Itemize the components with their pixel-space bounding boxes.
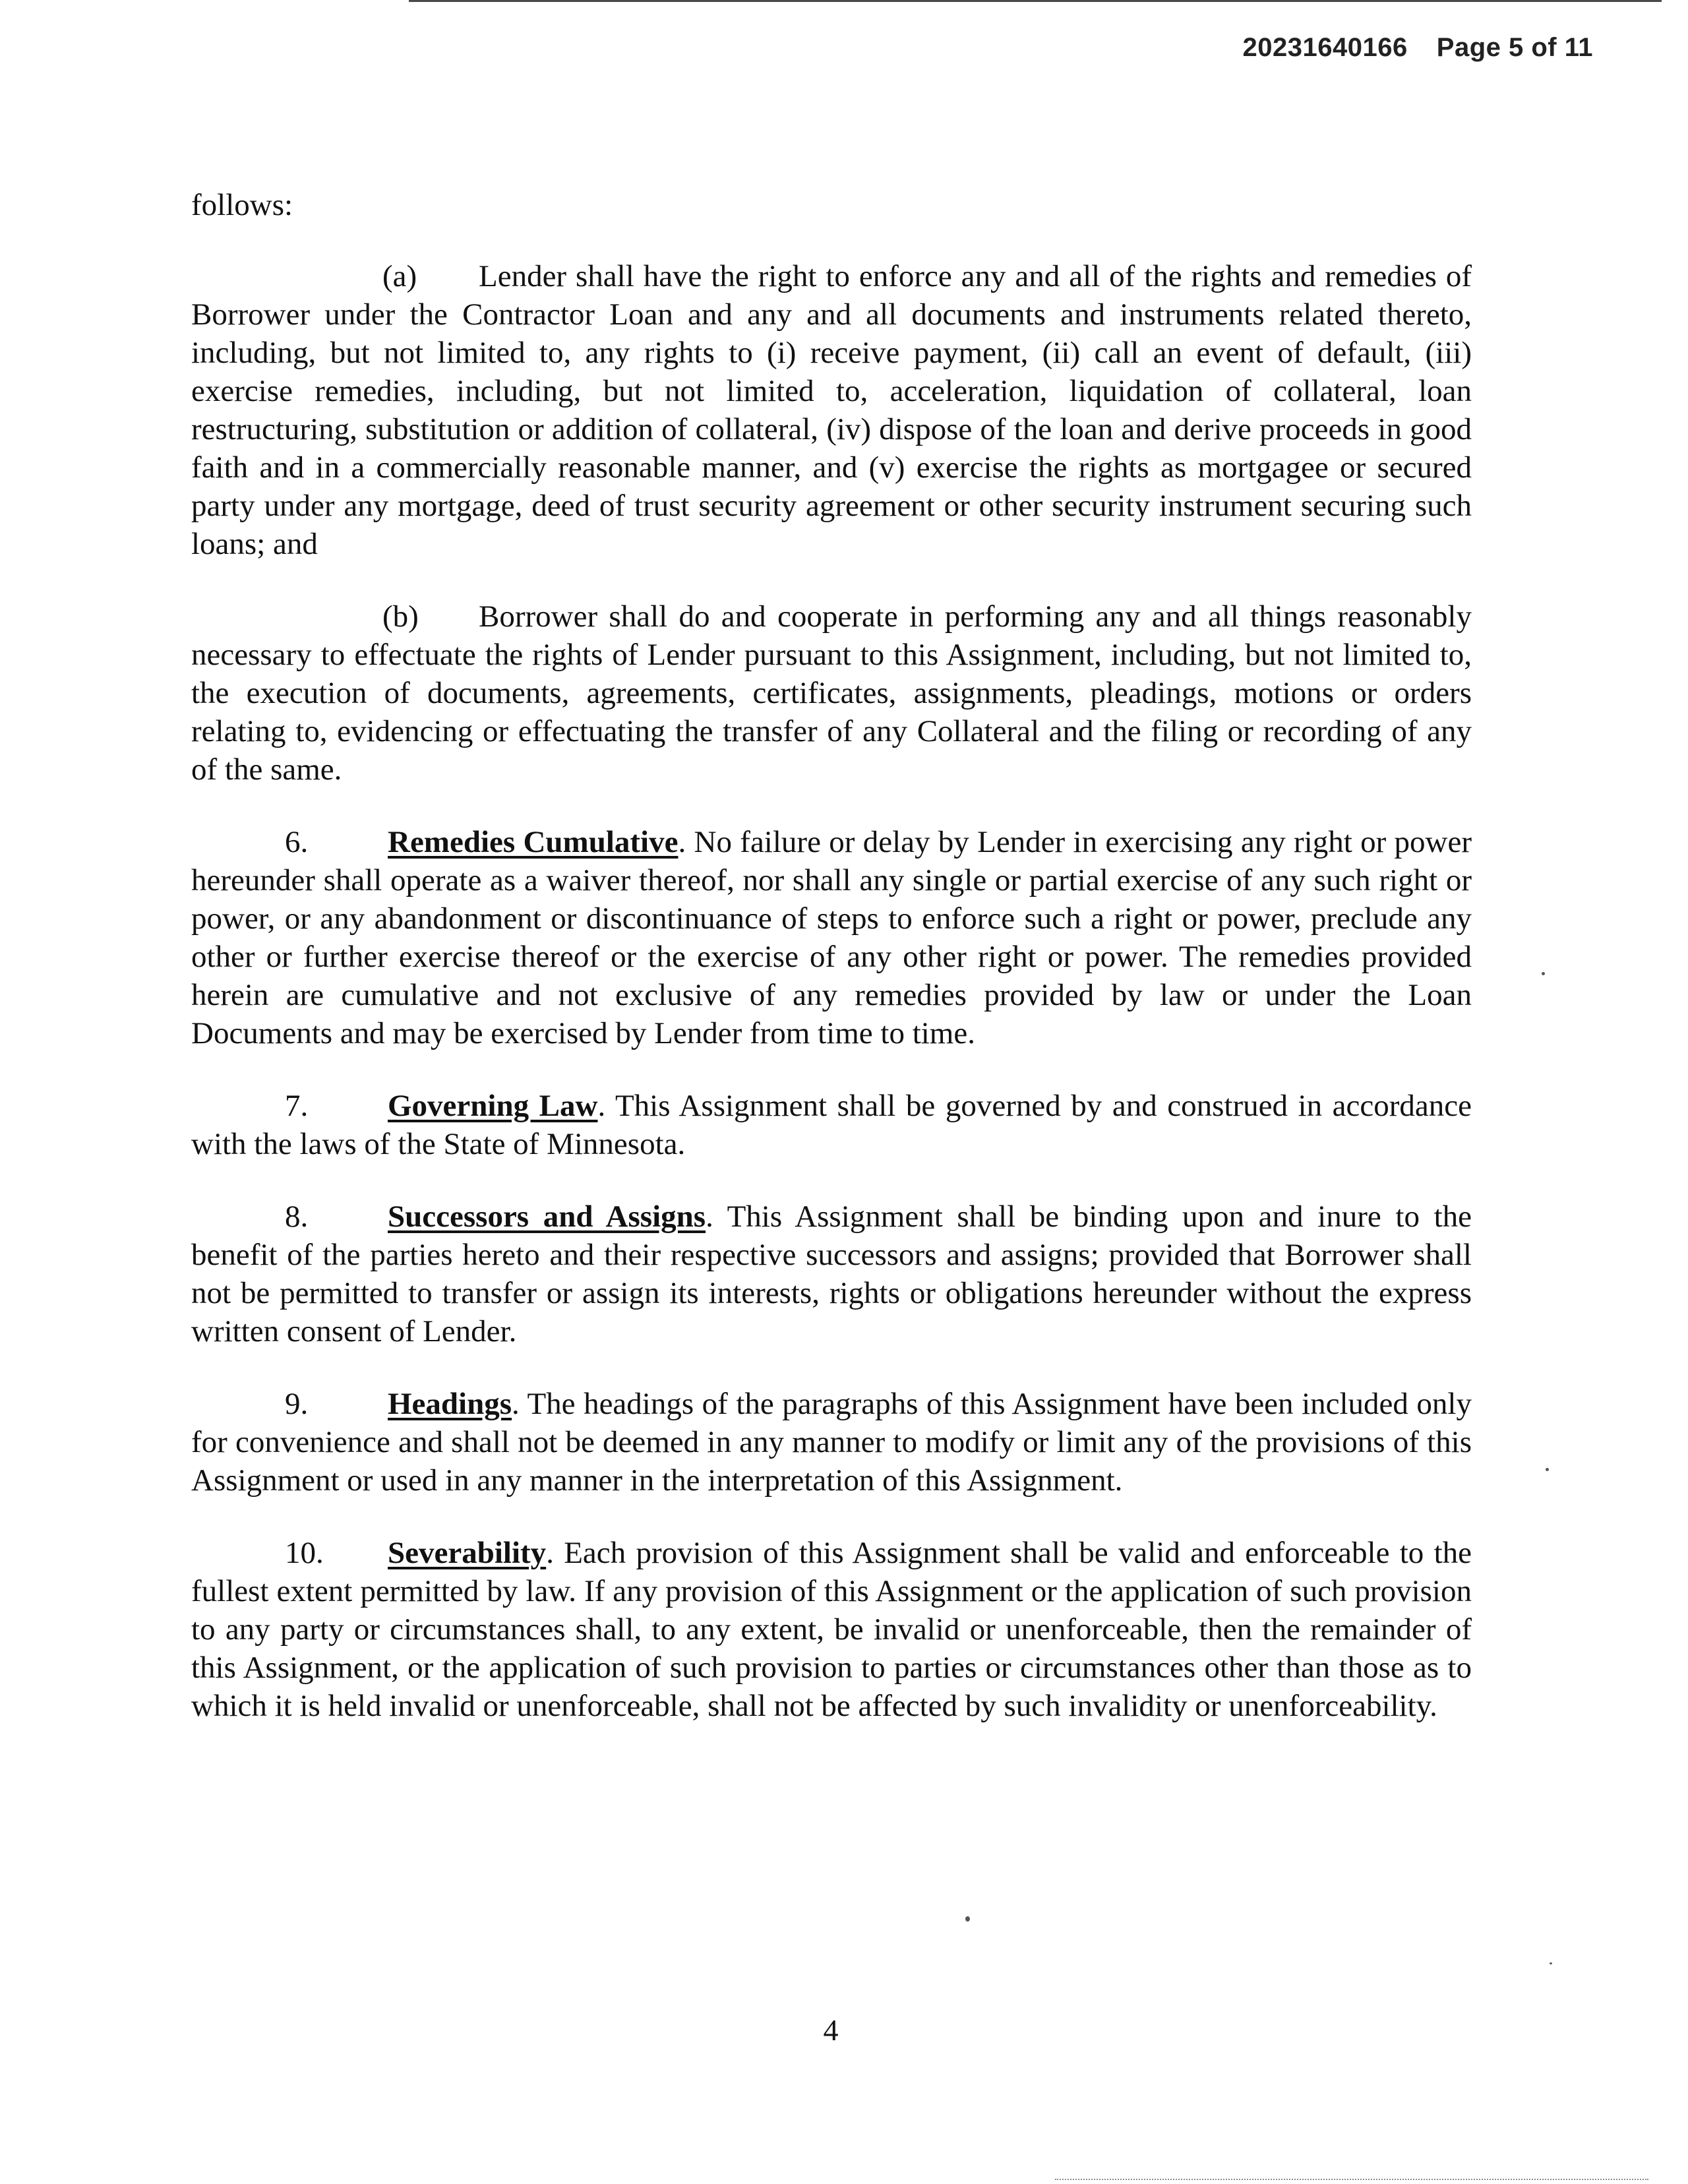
subparagraph-text: Lender shall have the right to enforce any and all of the rights and remedies of Borrower under the Contractor Loan and any and all documents and instruments related thereto, including, but not limited to, any rights to (i) receive payment, (ii) call an event of default, (iii) exercise remedies, including, but not limited to, acceleration, liquidation of collateral, loan restructuring, substitution or addition of collateral, (iv) dispose of the loan and derive proceeds in good faith and in a commercially reasonable manner, and (v) exercise the rights as mortgagee or secured party under any mortgage, deed of trust security agreement or other security instrument securing such loans; and <box>191 259 1472 561</box>
section-text: . The headings of the paragraphs of this Assignment have been included only for convenience and shall not be deemed in any manner to modify or limit any of the provisions of this Assignment or used in any manner in the interpretation of this Assignment. <box>191 1387 1472 1498</box>
section-heading: Severability <box>388 1536 547 1570</box>
subparagraph-label: (b) <box>382 599 419 634</box>
section-8 <box>191 1198 1472 1350</box>
section-heading: Successors and Assigns <box>388 1199 706 1234</box>
section-6 <box>191 823 1472 1052</box>
section-text: . This Assignment shall be governed by and construed in accordance with the laws of the State of Minnesota. <box>191 1089 1472 1161</box>
document-id: 20231640166 <box>1242 33 1408 62</box>
section-heading: Headings <box>388 1387 512 1421</box>
page-label: Page 5 of 11 <box>1436 33 1593 62</box>
scan-top-rule <box>409 0 1662 2</box>
section-7 <box>191 1087 1472 1163</box>
section-number: 6. <box>285 825 309 859</box>
page-number: 4 <box>823 2013 839 2047</box>
section-number: 10. <box>285 1536 324 1570</box>
subparagraph-b <box>191 597 1472 789</box>
scan-bottom-noise <box>1055 2179 1648 2181</box>
scan-speck <box>1546 1468 1549 1471</box>
section-text: . No failure or delay by Lender in exercising any right or power hereunder shall operate as a waiver thereof, nor shall any single or partial exercise of any such right or power, or any abandonment or discontinuance of steps to enforce such a right or power, preclude any other or further exercise thereof or the exercise of any other right or power. The remedies provided herein are cumulative and not exclusive of any remedies provided by law or under the Loan Documents and may be exercised by Lender from time to time. <box>191 825 1472 1050</box>
section-heading: Governing Law <box>388 1089 598 1123</box>
section-text: . Each provision of this Assignment shall be valid and enforceable to the fullest extent permitted by law. If any provision of this Assignment or the application of such provision to any party or circumstances shall, to any extent, be invalid or unenforceable, then the remainder of this Assignment, or the application of such provision to parties or circumstances other than those as to which it is held invalid or unenforceable, shall not be affected by such invalidity or unenforceability. <box>191 1536 1472 1723</box>
section-number: 7. <box>285 1089 309 1123</box>
header-stamp <box>1243 33 1593 63</box>
scan-speck <box>1550 1962 1552 1964</box>
section-10 <box>191 1534 1472 1725</box>
subparagraph-text: Borrower shall do and cooperate in performing any and all things reasonably necessary to effectuate the rights of Lender pursuant to this Assignment, including, but not limited to, the execution of documents, agreements, certificates, assignments, pleadings, motions or orders relating to, evidencing or effectuating the transfer of any Collateral and the filing or recording of any of the same. <box>191 599 1472 787</box>
section-text: . This Assignment shall be binding upon and inure to the benefit of the parties hereto and their respective successors and assigns; provided that Borrower shall not be permitted to transfer or assign its interests, rights or obligations hereunder without the express written consent of Lender. <box>191 1199 1472 1349</box>
section-number: 9. <box>285 1387 309 1421</box>
subparagraph-label: (a) <box>382 259 417 293</box>
lead-text: follows: <box>191 188 293 222</box>
section-9 <box>191 1385 1472 1500</box>
scan-speck <box>1542 972 1545 975</box>
scan-speck <box>965 1916 970 1922</box>
document-body <box>191 186 1472 1759</box>
section-number: 8. <box>285 1199 309 1234</box>
subparagraph-a <box>191 257 1472 563</box>
section-heading: Remedies Cumulative <box>388 825 678 859</box>
